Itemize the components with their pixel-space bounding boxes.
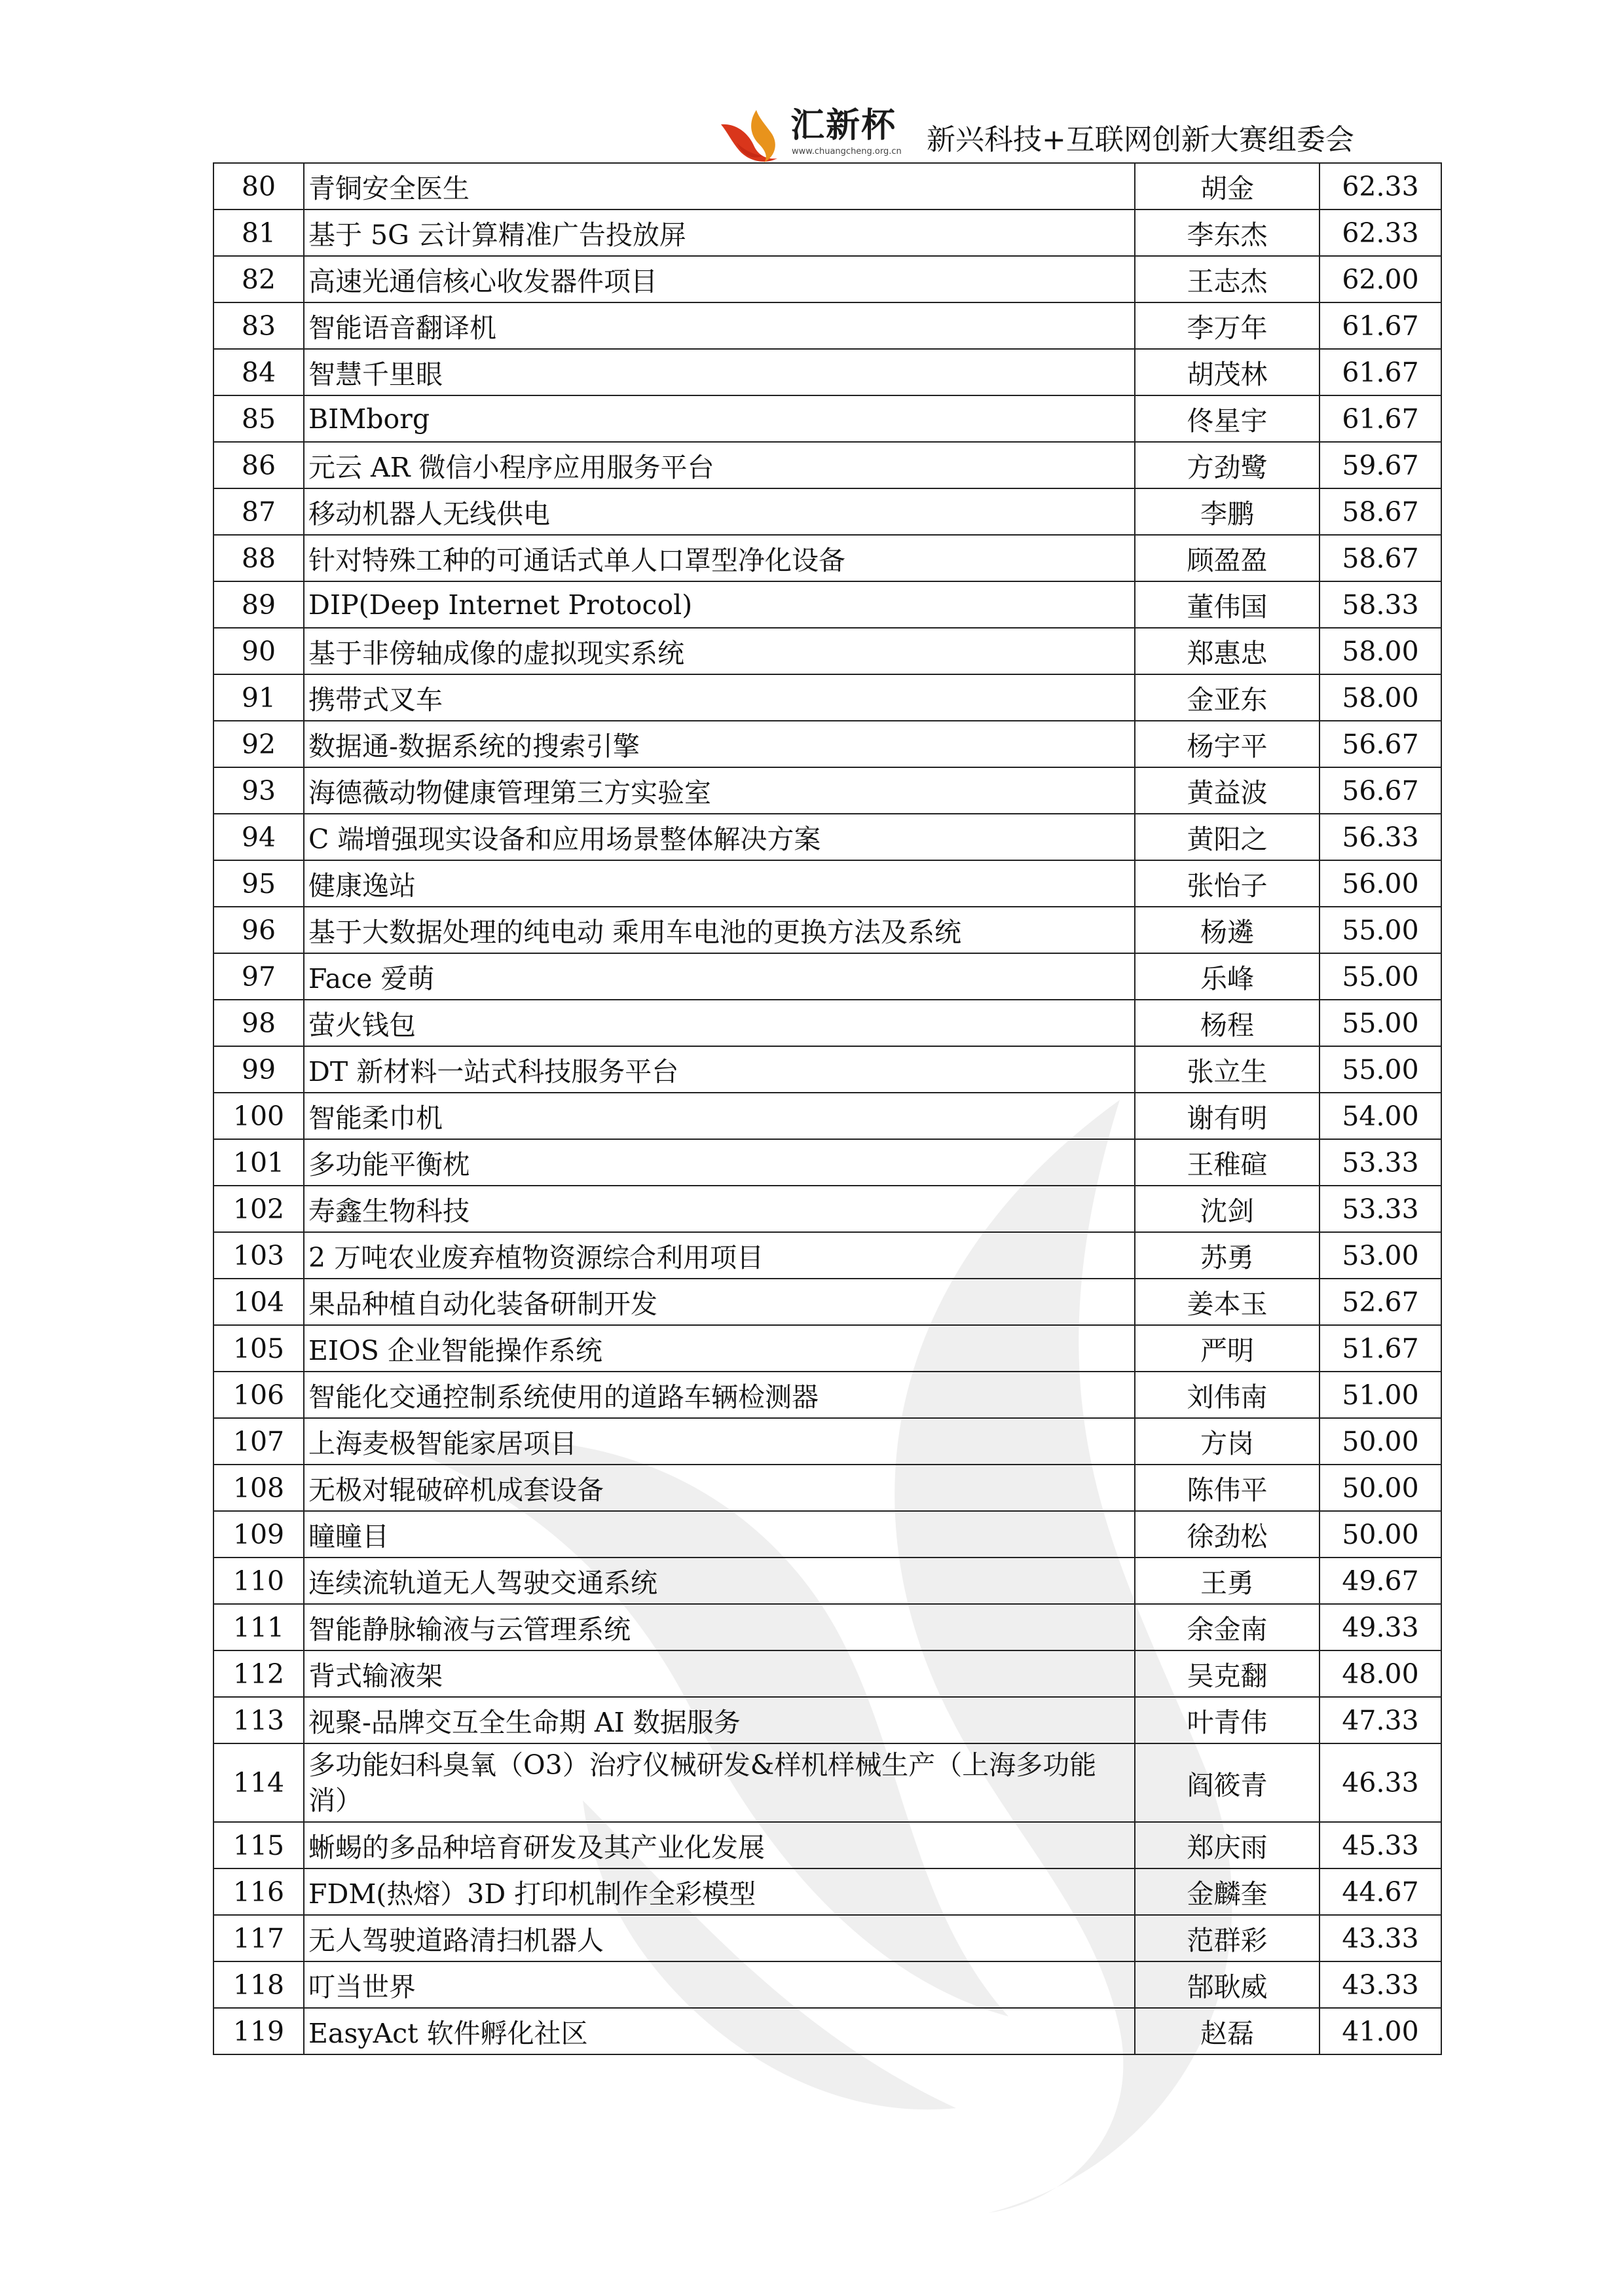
table-row	[213, 1915, 1441, 1961]
score-cell: 43.33	[1320, 1961, 1441, 2008]
table-row	[213, 163, 1441, 210]
table-row	[213, 1325, 1441, 1372]
table-row	[213, 1093, 1441, 1139]
table-row	[213, 210, 1441, 256]
rank-cell: 116	[213, 1868, 304, 1915]
score-cell: 56.67	[1320, 721, 1441, 767]
leader-name-cell: 张怡子	[1135, 860, 1320, 907]
score-cell: 58.00	[1320, 674, 1441, 721]
table-row	[213, 628, 1441, 674]
rank-cell: 100	[213, 1093, 304, 1139]
table-row	[213, 1186, 1441, 1232]
table-row	[213, 1046, 1441, 1093]
leader-name-cell: 金麟奎	[1135, 1868, 1320, 1915]
score-cell: 53.00	[1320, 1232, 1441, 1279]
project-title-cell: 基于大数据处理的纯电动 乘用车电池的更换方法及系统	[304, 907, 1135, 953]
project-title-cell: EIOS 企业智能操作系统	[304, 1325, 1135, 1372]
project-title-cell: 健康逸站	[304, 860, 1135, 907]
rank-cell: 107	[213, 1418, 304, 1465]
score-cell: 62.00	[1320, 256, 1441, 302]
score-cell: 58.67	[1320, 535, 1441, 581]
table-row	[213, 1418, 1441, 1465]
rank-cell: 110	[213, 1558, 304, 1604]
project-title-cell: 元云 AR 微信小程序应用服务平台	[304, 442, 1135, 488]
rank-cell: 97	[213, 953, 304, 1000]
rank-cell: 114	[213, 1743, 304, 1822]
project-title-cell: 果品种植自动化装备研制开发	[304, 1279, 1135, 1325]
leader-name-cell: 王志杰	[1135, 256, 1320, 302]
results-table	[213, 162, 1442, 2055]
rank-cell: 102	[213, 1186, 304, 1232]
score-cell: 55.00	[1320, 1000, 1441, 1046]
leader-name-cell: 胡茂林	[1135, 349, 1320, 395]
leader-name-cell: 沈剑	[1135, 1186, 1320, 1232]
rank-cell: 86	[213, 442, 304, 488]
score-cell: 56.33	[1320, 814, 1441, 860]
table-row	[213, 1232, 1441, 1279]
project-title-cell: BIMborg	[304, 395, 1135, 442]
leader-name-cell: 金亚东	[1135, 674, 1320, 721]
rank-cell: 95	[213, 860, 304, 907]
project-title-cell: 针对特殊工种的可通话式单人口罩型净化设备	[304, 535, 1135, 581]
rank-cell: 113	[213, 1697, 304, 1743]
score-cell: 56.00	[1320, 860, 1441, 907]
project-title-cell: DIP(Deep Internet Protocol)	[304, 581, 1135, 628]
rank-cell: 87	[213, 488, 304, 535]
project-title-cell: 基于 5G 云计算精准广告投放屏	[304, 210, 1135, 256]
project-title-cell: 连续流轨道无人驾驶交通系统	[304, 1558, 1135, 1604]
rank-cell: 80	[213, 163, 304, 210]
project-title-cell: 多功能平衡枕	[304, 1139, 1135, 1186]
table-row	[213, 535, 1441, 581]
rank-cell: 112	[213, 1650, 304, 1697]
logo-url: www.chuangcheng.org.cn	[792, 147, 902, 156]
rank-cell: 84	[213, 349, 304, 395]
page-header	[717, 105, 1437, 164]
project-title-cell: 萤火钱包	[304, 1000, 1135, 1046]
rank-cell: 92	[213, 721, 304, 767]
score-cell: 44.67	[1320, 1868, 1441, 1915]
table-row	[213, 1000, 1441, 1046]
score-cell: 58.00	[1320, 628, 1441, 674]
leader-name-cell: 李万年	[1135, 302, 1320, 349]
project-title-cell: 无人驾驶道路清扫机器人	[304, 1915, 1135, 1961]
project-title-cell: 背式输液架	[304, 1650, 1135, 1697]
project-title-cell: 基于非傍轴成像的虚拟现实系统	[304, 628, 1135, 674]
table-row	[213, 1372, 1441, 1418]
table-row	[213, 395, 1441, 442]
leader-name-cell: 杨遴	[1135, 907, 1320, 953]
rank-cell: 82	[213, 256, 304, 302]
leader-name-cell: 佟星宇	[1135, 395, 1320, 442]
rank-cell: 81	[213, 210, 304, 256]
leader-name-cell: 方岗	[1135, 1418, 1320, 1465]
rank-cell: 118	[213, 1961, 304, 2008]
score-cell: 50.00	[1320, 1418, 1441, 1465]
project-title-cell: 叮当世界	[304, 1961, 1135, 2008]
project-title-cell: 海德薇动物健康管理第三方实验室	[304, 767, 1135, 814]
project-title-cell: C 端增强现实设备和应用场景整体解决方案	[304, 814, 1135, 860]
project-title-cell: 智能静脉输液与云管理系统	[304, 1604, 1135, 1650]
project-title-cell: 寿鑫生物科技	[304, 1186, 1135, 1232]
table-row	[213, 488, 1441, 535]
project-title-cell: 视聚-品牌交互全生命期 AI 数据服务	[304, 1697, 1135, 1743]
score-cell: 61.67	[1320, 302, 1441, 349]
table-row	[213, 1650, 1441, 1697]
project-title-cell: 无极对辊破碎机成套设备	[304, 1465, 1135, 1511]
table-row	[213, 1822, 1441, 1868]
table-row	[213, 1743, 1441, 1822]
table-row	[213, 1511, 1441, 1558]
project-title-cell: 携带式叉车	[304, 674, 1135, 721]
leader-name-cell: 方劲鹭	[1135, 442, 1320, 488]
score-cell: 51.00	[1320, 1372, 1441, 1418]
rank-cell: 115	[213, 1822, 304, 1868]
score-cell: 49.67	[1320, 1558, 1441, 1604]
project-title-cell: 智能柔巾机	[304, 1093, 1135, 1139]
score-cell: 62.33	[1320, 163, 1441, 210]
project-title-cell: 智能化交通控制系统使用的道路车辆检测器	[304, 1372, 1135, 1418]
leader-name-cell: 徐劲松	[1135, 1511, 1320, 1558]
score-cell: 61.67	[1320, 349, 1441, 395]
table-row	[213, 2008, 1441, 2054]
leader-name-cell: 黄益波	[1135, 767, 1320, 814]
table-row	[213, 581, 1441, 628]
leader-name-cell: 叶青伟	[1135, 1697, 1320, 1743]
leader-name-cell: 李鹏	[1135, 488, 1320, 535]
rank-cell: 111	[213, 1604, 304, 1650]
leader-name-cell: 范群彩	[1135, 1915, 1320, 1961]
rank-cell: 105	[213, 1325, 304, 1372]
table-row	[213, 1868, 1441, 1915]
leader-name-cell: 刘伟南	[1135, 1372, 1320, 1418]
table-row	[213, 256, 1441, 302]
rank-cell: 108	[213, 1465, 304, 1511]
leader-name-cell: 赵磊	[1135, 2008, 1320, 2054]
project-title-cell: FDM(热熔）3D 打印机制作全彩模型	[304, 1868, 1135, 1915]
score-cell: 62.33	[1320, 210, 1441, 256]
project-title-cell: 瞳瞳目	[304, 1511, 1135, 1558]
rank-cell: 96	[213, 907, 304, 953]
rank-cell: 119	[213, 2008, 304, 2054]
rank-cell: 94	[213, 814, 304, 860]
rank-cell: 93	[213, 767, 304, 814]
table-row	[213, 860, 1441, 907]
table-row	[213, 1558, 1441, 1604]
score-cell: 51.67	[1320, 1325, 1441, 1372]
score-cell: 47.33	[1320, 1697, 1441, 1743]
rank-cell: 90	[213, 628, 304, 674]
project-title-cell: 2 万吨农业废弃植物资源综合利用项目	[304, 1232, 1135, 1279]
rank-cell: 91	[213, 674, 304, 721]
score-cell: 61.67	[1320, 395, 1441, 442]
score-cell: 43.33	[1320, 1915, 1441, 1961]
table-row	[213, 953, 1441, 1000]
leader-name-cell: 乐峰	[1135, 953, 1320, 1000]
project-title-cell: 上海麦极智能家居项目	[304, 1418, 1135, 1465]
table-row	[213, 442, 1441, 488]
score-cell: 48.00	[1320, 1650, 1441, 1697]
table-row	[213, 1465, 1441, 1511]
project-title-cell: 移动机器人无线供电	[304, 488, 1135, 535]
leader-name-cell: 董伟国	[1135, 581, 1320, 628]
leader-name-cell: 王勇	[1135, 1558, 1320, 1604]
leader-name-cell: 杨程	[1135, 1000, 1320, 1046]
leader-name-cell: 郜耿威	[1135, 1961, 1320, 2008]
table-row	[213, 767, 1441, 814]
table-row	[213, 1139, 1441, 1186]
score-cell: 50.00	[1320, 1511, 1441, 1558]
project-title-cell: 智慧千里眼	[304, 349, 1135, 395]
rank-cell: 83	[213, 302, 304, 349]
project-title-cell: Face 爱萌	[304, 953, 1135, 1000]
leader-name-cell: 黄阳之	[1135, 814, 1320, 860]
organizer-name: 新兴科技+互联网创新大赛组委会	[927, 123, 1354, 156]
score-cell: 59.67	[1320, 442, 1441, 488]
score-cell: 41.00	[1320, 2008, 1441, 2054]
score-cell: 46.33	[1320, 1743, 1441, 1822]
table-row	[213, 302, 1441, 349]
leader-name-cell: 陈伟平	[1135, 1465, 1320, 1511]
leader-name-cell: 杨宇平	[1135, 721, 1320, 767]
project-title-cell: DT 新材料一站式科技服务平台	[304, 1046, 1135, 1093]
score-cell: 54.00	[1320, 1093, 1441, 1139]
table-row	[213, 674, 1441, 721]
score-cell: 55.00	[1320, 953, 1441, 1000]
score-cell: 58.67	[1320, 488, 1441, 535]
score-cell: 50.00	[1320, 1465, 1441, 1511]
score-cell: 56.67	[1320, 767, 1441, 814]
logo-text: 汇新杯	[790, 106, 897, 145]
score-cell: 55.00	[1320, 907, 1441, 953]
rank-cell: 104	[213, 1279, 304, 1325]
table-row	[213, 349, 1441, 395]
logo-flame-icon	[717, 105, 789, 164]
table-row	[213, 1279, 1441, 1325]
rank-cell: 117	[213, 1915, 304, 1961]
leader-name-cell: 吴克翻	[1135, 1650, 1320, 1697]
leader-name-cell: 张立生	[1135, 1046, 1320, 1093]
project-title-cell: 高速光通信核心收发器件项目	[304, 256, 1135, 302]
rank-cell: 88	[213, 535, 304, 581]
leader-name-cell: 姜本玉	[1135, 1279, 1320, 1325]
leader-name-cell: 李东杰	[1135, 210, 1320, 256]
score-cell: 53.33	[1320, 1186, 1441, 1232]
rank-cell: 98	[213, 1000, 304, 1046]
score-cell: 52.67	[1320, 1279, 1441, 1325]
project-title-cell: 多功能妇科臭氧（O3）治疗仪械研发&样机样械生产（上海多功能消）	[304, 1743, 1135, 1822]
leader-name-cell: 余金南	[1135, 1604, 1320, 1650]
leader-name-cell: 顾盈盈	[1135, 535, 1320, 581]
rank-cell: 103	[213, 1232, 304, 1279]
leader-name-cell: 王稚碹	[1135, 1139, 1320, 1186]
score-cell: 55.00	[1320, 1046, 1441, 1093]
leader-name-cell: 胡金	[1135, 163, 1320, 210]
score-cell: 53.33	[1320, 1139, 1441, 1186]
rank-cell: 99	[213, 1046, 304, 1093]
leader-name-cell: 苏勇	[1135, 1232, 1320, 1279]
score-cell: 49.33	[1320, 1604, 1441, 1650]
leader-name-cell: 阎筱青	[1135, 1743, 1320, 1822]
table-row	[213, 1697, 1441, 1743]
leader-name-cell: 严明	[1135, 1325, 1320, 1372]
project-title-cell: 智能语音翻译机	[304, 302, 1135, 349]
rank-cell: 85	[213, 395, 304, 442]
project-title-cell: 蜥蜴的多品种培育研发及其产业化发展	[304, 1822, 1135, 1868]
score-cell: 45.33	[1320, 1822, 1441, 1868]
table-row	[213, 814, 1441, 860]
leader-name-cell: 郑惠忠	[1135, 628, 1320, 674]
rank-cell: 101	[213, 1139, 304, 1186]
table-row	[213, 721, 1441, 767]
table-row	[213, 907, 1441, 953]
score-cell: 58.33	[1320, 581, 1441, 628]
leader-name-cell: 郑庆雨	[1135, 1822, 1320, 1868]
rank-cell: 109	[213, 1511, 304, 1558]
table-row	[213, 1961, 1441, 2008]
results-table-body	[213, 163, 1441, 2054]
table-row	[213, 1604, 1441, 1650]
project-title-cell: 数据通-数据系统的搜索引擎	[304, 721, 1135, 767]
leader-name-cell: 谢有明	[1135, 1093, 1320, 1139]
rank-cell: 106	[213, 1372, 304, 1418]
project-title-cell: EasyAct 软件孵化社区	[304, 2008, 1135, 2054]
project-title-cell: 青铜安全医生	[304, 163, 1135, 210]
rank-cell: 89	[213, 581, 304, 628]
